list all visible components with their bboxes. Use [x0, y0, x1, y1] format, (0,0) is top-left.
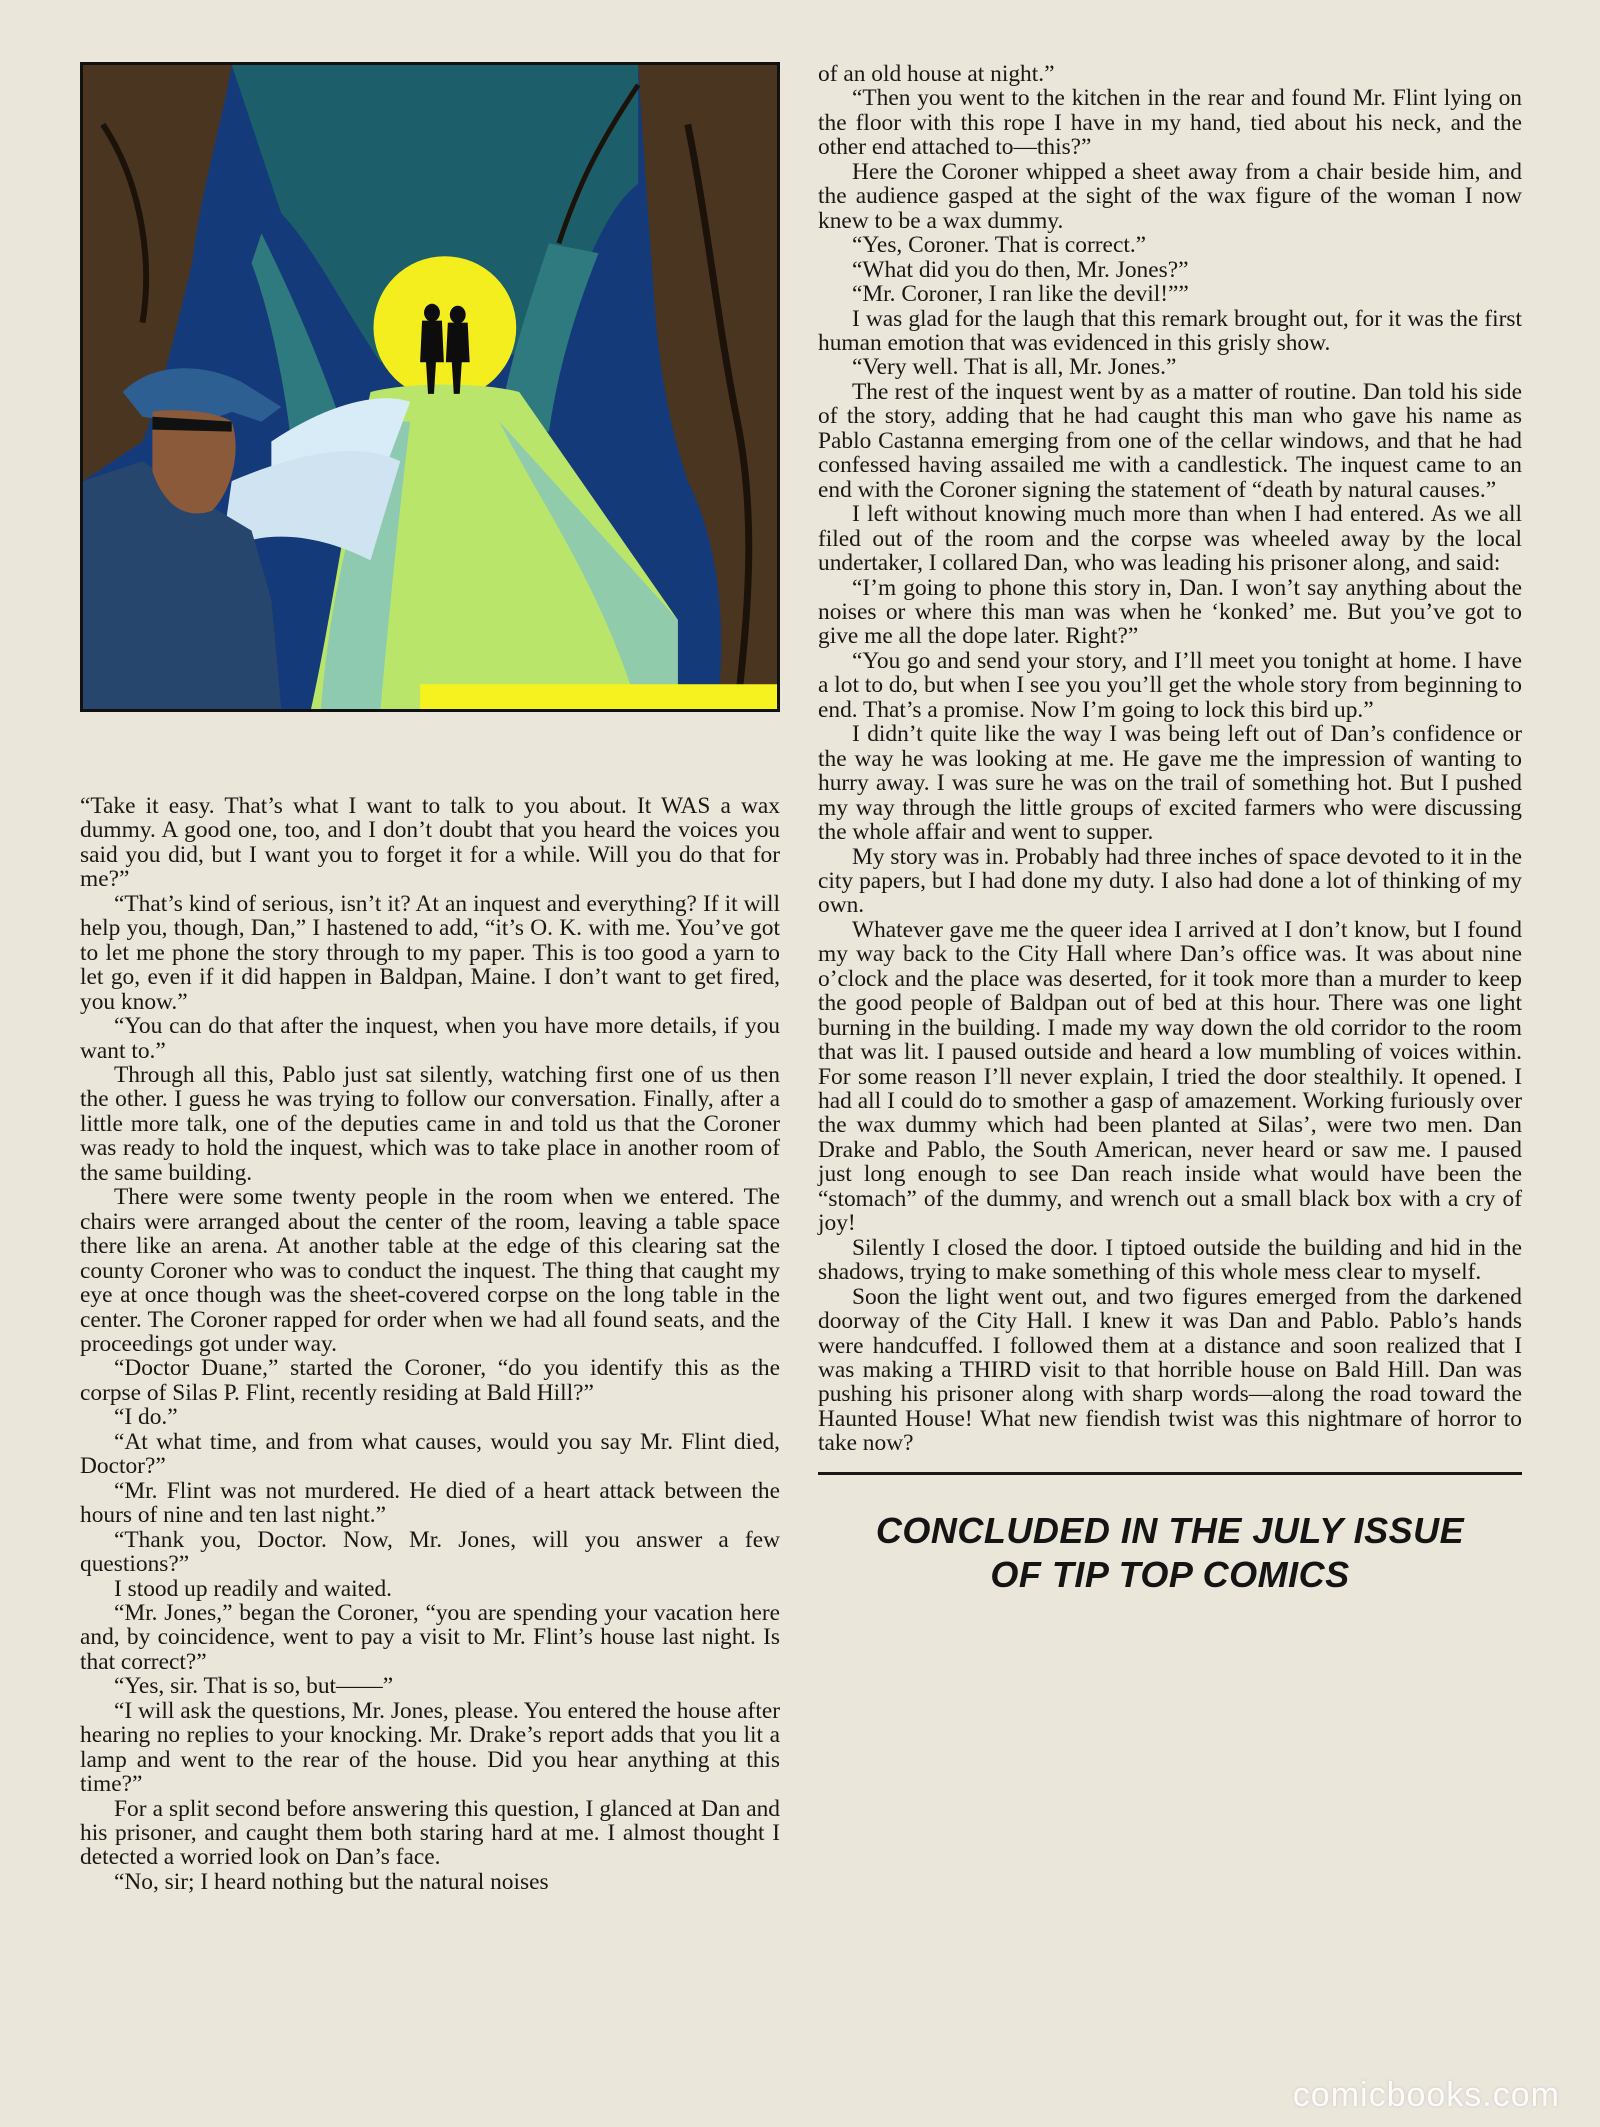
concluded-line-2: OF TIP TOP COMICS	[990, 1553, 1350, 1595]
paragraph: “Very well. That is all, Mr. Jones.”	[852, 354, 1177, 381]
paragraph: “I will ask the questions, Mr. Jones, please. You entered the house after hearing no replies to your knocking. Mr. Drake’s report adds that you lit a lamp and went to the rear of the house. Did you hear anything at this time?”	[80, 1697, 780, 1798]
paragraph: I didn’t quite like the way I was being left out of Dan’s confidence or the way he was looking at me. He gave me the impression of wanting to hurry away. I was sure he was on the trail of something hot. But I pushed my way through the little groups of excited farmers who were discussing the whole affair and went to supper.	[818, 721, 1522, 846]
paragraph: “Mr. Jones,” began the Coroner, “you are spending your vacation here and, by coincidence, went to pay a visit to Mr. Flint’s house last night. Is that correct?”	[80, 1599, 780, 1675]
paragraph: “Doctor Duane,” started the Coroner, “do you identify this as the corpse of Silas P. Flint, recently residing at Bald Hill?”	[80, 1355, 780, 1406]
paragraph: “Mr. Flint was not murdered. He died of a heart attack between the hours of nine and ten last night.”	[80, 1477, 780, 1529]
watermark: comicbooks.com	[1292, 2076, 1560, 2114]
right-column-text	[818, 62, 1522, 1456]
right-column	[818, 62, 1522, 1597]
paragraph: “You go and send your story, and I’ll meet you tonight at home. I have a lot to do, but when I see you you’ll get the whole story from beginning to end. That’s a promise. Now I’m going to lock this bird up.”	[818, 647, 1522, 723]
paragraph: “No, sir; I heard nothing but the natural noises	[114, 1868, 549, 1895]
left-column-text	[80, 794, 780, 1894]
concluded-notice	[818, 1509, 1522, 1597]
paragraph: “I’m going to phone this story in, Dan. I won’t say anything about the noises or where this man was when he ‘konked’ me. But you’ve got to give me all the dope later. Right?”	[818, 574, 1522, 650]
paragraph: “At what time, and from what causes, would you say Mr. Flint died, Doctor?”	[80, 1428, 780, 1480]
paragraph: “Thank you, Doctor. Now, Mr. Jones, will you answer a few questions?”	[80, 1526, 780, 1578]
paragraph: I left without knowing much more than when I had entered. As we all filed out of the room and the corpse was wheeled away by the local undertaker, I collared Dan, who was leading his prisoner along, and said:	[818, 501, 1522, 577]
paragraph: There were some twenty people in the room when we entered. The chairs were arranged about the center of the room, leaving a table space there like an arena. At another table at the edge of this clearing sat the county Coroner who was to conduct the inquest. The thing that caught my eye at once though was the sheet-covered corpse on the long table in the center. The Coroner rapped for order when we had all found seats, and the proceedings got under way.	[80, 1184, 780, 1357]
paragraph: Here the Coroner whipped a sheet away from a chair beside him, and the audience gasped at the sight of the wax figure of the woman I now knew to be a wax dummy.	[818, 158, 1522, 234]
paragraph: Silently I closed the door. I tiptoed outside the building and hid in the shadows, trying to make something of this whole mess clear to myself.	[818, 1234, 1522, 1286]
moon-icon	[373, 256, 516, 399]
paragraph: “Yes, Coroner. That is correct.”	[852, 232, 1147, 259]
concluded-line-1: CONCLUDED IN THE JULY ISSUE	[875, 1509, 1465, 1551]
left-column	[80, 62, 780, 1894]
paragraph: For a split second before answering this question, I glanced at Dan and his prisoner, and caught them both staring hard at me. I almost thought I detected a worried look on Dan’s face.	[80, 1795, 780, 1871]
paragraph: “Then you went to the kitchen in the rear and found Mr. Flint lying on the floor with this rope I have in my hand, tied about his neck, and the other end attached to—this?”	[818, 85, 1522, 161]
end-rule	[818, 1472, 1522, 1475]
paragraph-continued: of an old house at night.”	[818, 61, 1055, 87]
paragraph: “What did you do then, Mr. Jones?”	[852, 256, 1189, 283]
paragraph: My story was in. Probably had three inches of space devoted to it in the city papers, but I had done my duty. I also had done a lot of thinking of my own.	[818, 843, 1522, 919]
paragraph: “That’s kind of serious, isn’t it? At an inquest and everything? If it will help you, though, Dan,” I hastened to add, “it’s O. K. with me. You’ve got to let me phone the story through to my paper. This is too good a yarn to let go, even if it did happen in Baldpan, Maine. I don’t want to get fired, you know.”	[80, 890, 780, 1015]
paragraph: Soon the light went out, and two figures emerged from the darkened doorway of the City Hall. I knew it was Dan and Pablo. Pablo’s hands were handcuffed. I followed them at a distance and soon realized that I was making a THIRD visit to that horrible house on Bald Hill. Dan was pushing his prisoner along with sharp words—along the road toward the Haunted House! What new fiendish twist was this nightmare of horror to take now?	[818, 1283, 1522, 1457]
paragraph: “Mr. Coroner, I ran like the devil!””	[852, 281, 1189, 308]
illustration-panel	[80, 62, 780, 712]
night-scene-illustration	[83, 65, 777, 709]
paragraph: Whatever gave me the queer idea I arrived at I don’t know, but I found my way back to the City Hall where Dan’s office was. It was about nine o’clock and the place was deserted, for it took more than a murder to keep the good people of Baldpan out of bed at this hour. There was one light burning in the building. I made my way down the old corridor to the room that was lit. I paused outside and heard a low mumbling of voices within. For some reason I’ll never explain, I tried the door stealthily. It opened. I had all I could do to smother a gasp of amazement. Working furiously over the wax dummy which had been planted at Silas’, were two men. Dan Drake and Pablo, the South American, never heard or saw me. I paused just long enough to see Dan reach inside what would have been the “stomach” of the dummy, and wrench out a small black box with a cry of joy!	[818, 916, 1522, 1237]
paragraph: I stood up readily and waited.	[114, 1575, 393, 1602]
paragraph: “I do.”	[114, 1404, 178, 1431]
paragraph: “Take it easy. That’s what I want to talk to you about. It WAS a wax dummy. A good one, too, and I don’t doubt that you heard the voices you said you did, but I want you to forget it for a while. Will you do that for me?”	[80, 793, 780, 893]
paragraph: Through all this, Pablo just sat silently, watching first one of us then the other. I guess he was trying to follow our conversation. Finally, after a little more talk, one of the deputies came in and told us that the Coroner was ready to hold the inquest, which was to take place in another room of the same building.	[80, 1061, 780, 1186]
paragraph: The rest of the inquest went by as a matter of routine. Dan told his side of the story, adding that he had caught this man who gave his name as Pablo Castanna emerging from one of the cellar windows, and that he had confessed having assailed me with a candlestick. The inquest came to an end with the Coroner signing the statement of “death by natural causes.”	[818, 378, 1522, 503]
paragraph: I was glad for the laugh that this remark brought out, for it was the first human emotion that was evidenced in this grisly show.	[818, 305, 1522, 356]
paragraph: “Yes, sir. That is so, but——”	[114, 1673, 394, 1700]
paragraph: “You can do that after the inquest, when you have more details, if you want to.”	[80, 1013, 780, 1064]
